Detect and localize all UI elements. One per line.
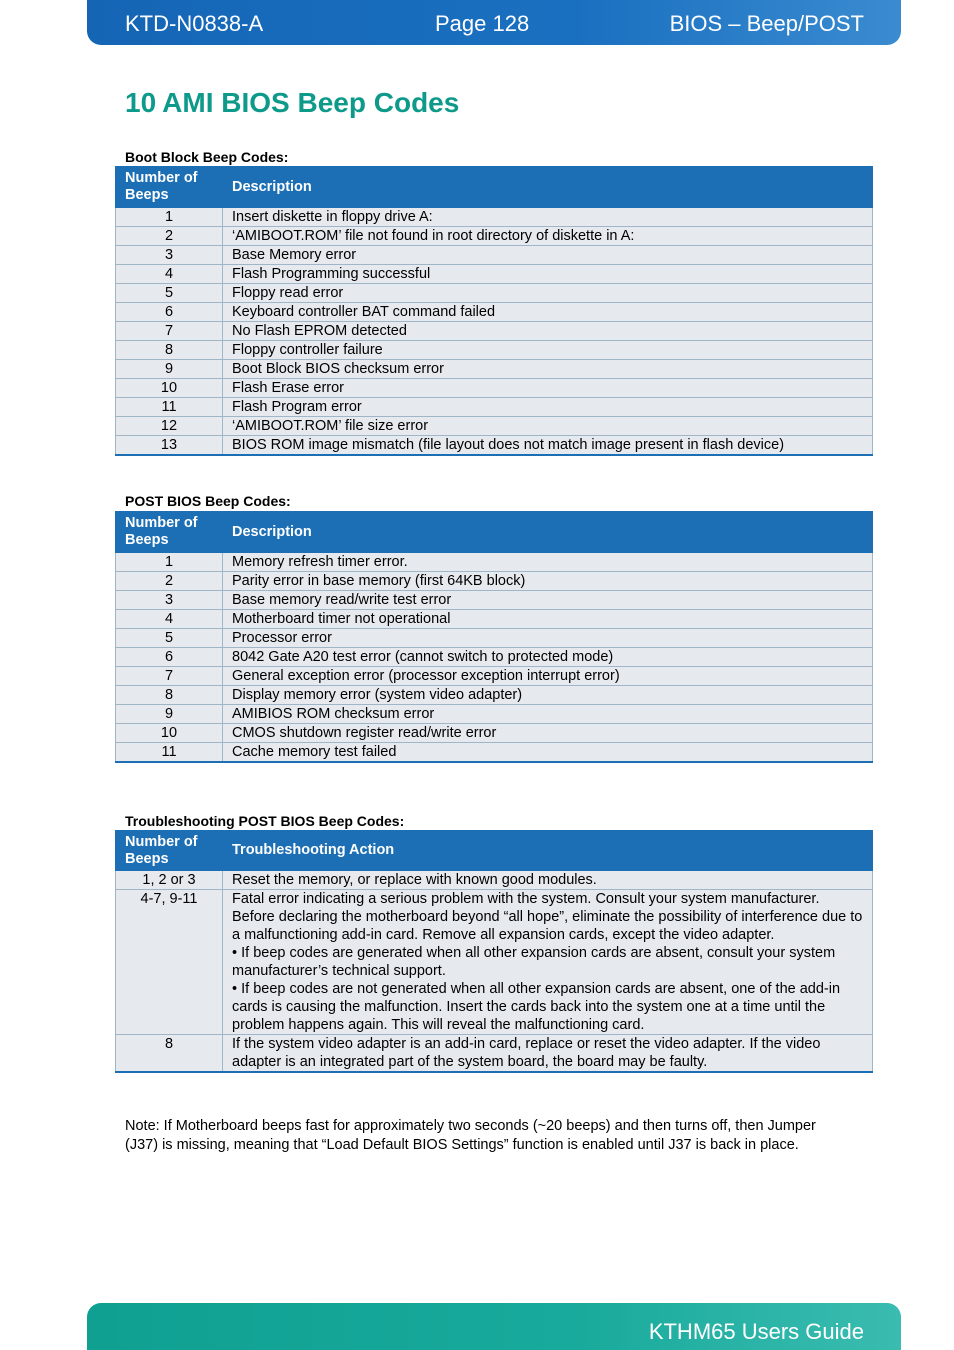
beep-description: BIOS ROM image mismatch (file layout does not match image present in flash device) [223,436,873,456]
beep-description: ‘AMIBOOT.ROM’ file size error [223,417,873,436]
table-row [116,341,873,360]
beep-count: 3 [116,246,223,265]
table-row [116,398,873,417]
beep-description: Processor error [223,629,873,648]
beep-description: Boot Block BIOS checksum error [223,360,873,379]
troubleshooting-action [223,890,873,1035]
beep-description: Display memory error (system video adapter) [223,686,873,705]
beep-count: 1 [116,553,223,572]
table-row [116,686,873,705]
beep-count: 5 [116,284,223,303]
beep-description: Base Memory error [223,246,873,265]
table-row [116,360,873,379]
boot-block-label: Boot Block Beep Codes: [125,149,289,165]
page-footer [87,1303,901,1350]
beep-count: 1 [116,208,223,227]
action-paragraph: • If beep codes are generated when all other expansion cards are absent, consult your system manufacturer’s technical support. [232,945,836,979]
beep-count: 7 [116,322,223,341]
beep-count: 8 [116,341,223,360]
beep-count: 1, 2 or 3 [116,871,223,890]
beep-description: Base memory read/write test error [223,591,873,610]
table-row [116,265,873,284]
troubleshooting-label: Troubleshooting POST BIOS Beep Codes: [125,813,405,829]
table-row [116,629,873,648]
table-row [116,667,873,686]
beep-count: 10 [116,379,223,398]
table-row [116,705,873,724]
column-header-beeps: Number of Beeps [116,512,223,553]
beep-description: Keyboard controller BAT command failed [223,303,873,322]
beep-description: ‘AMIBOOT.ROM’ file not found in root directory of diskette in A: [223,227,873,246]
beep-count: 11 [116,398,223,417]
table-row [116,591,873,610]
troubleshooting-action [223,1035,873,1073]
beep-count: 3 [116,591,223,610]
beep-description: CMOS shutdown register read/write error [223,724,873,743]
table-row [116,322,873,341]
beep-description: Floppy read error [223,284,873,303]
boot-block-beep-table [115,166,873,456]
chapter-number: 10 [125,87,157,118]
post-bios-beep-table [115,511,873,763]
table-row [116,743,873,763]
table-row [116,208,873,227]
table-row [116,227,873,246]
beep-description: Cache memory test failed [223,743,873,763]
table-row [116,871,873,890]
table-row [116,890,873,1035]
table-row [116,610,873,629]
beep-description: No Flash EPROM detected [223,322,873,341]
beep-count: 5 [116,629,223,648]
table-row [116,553,873,572]
beep-description: 8042 Gate A20 test error (cannot switch to protected mode) [223,648,873,667]
column-header-action: Troubleshooting Action [223,831,873,871]
chapter-title-text: AMI BIOS Beep Codes [162,87,460,118]
table-row [116,648,873,667]
beep-description: Memory refresh timer error. [223,553,873,572]
beep-description: General exception error (processor exception interrupt error) [223,667,873,686]
beep-count: 2 [116,572,223,591]
beep-count: 10 [116,724,223,743]
beep-description: Floppy controller failure [223,341,873,360]
beep-count: 11 [116,743,223,763]
table-row [116,572,873,591]
section-name: BIOS – Beep/POST [669,11,864,36]
beep-count: 13 [116,436,223,456]
beep-count: 4 [116,265,223,284]
beep-count: 2 [116,227,223,246]
action-paragraph: • If beep codes are not generated when all other expansion cards are absent, one of the add-in cards is causing the malfunction. Insert the cards back into the system one at a time until the problem happens again. This will reveal the malfunctioning card. [232,981,841,1033]
table-row [116,1035,873,1073]
post-bios-label: POST BIOS Beep Codes: [125,493,291,509]
page-number: Page 128 [435,11,530,36]
action-paragraph: If the system video adapter is an add-in card, replace or reset the video adapter. If the video adapter is an integrated part of the system board, the board may be faulty. [232,1036,821,1070]
beep-description: Flash Program error [223,398,873,417]
beep-description: Parity error in base memory (first 64KB block) [223,572,873,591]
beep-description: Motherboard timer not operational [223,610,873,629]
action-paragraph: Fatal error indicating a serious problem with the system. Consult your system manufacturer. Before declaring the motherboard beyond “all hope”, eliminate the possibility of interference due to a malfunctioning add-in card. Remove all expansion cards, except the video adapter. [232,891,863,943]
beep-count: 12 [116,417,223,436]
table-row [116,246,873,265]
beep-count: 7 [116,667,223,686]
page-header [87,0,901,45]
beep-description: AMIBIOS ROM checksum error [223,705,873,724]
troubleshooting-table [115,830,873,1073]
table-row [116,379,873,398]
table-row [116,436,873,456]
table-row [116,724,873,743]
beep-count: 4-7, 9-11 [116,890,223,1035]
chapter-title [125,86,459,120]
beep-count: 9 [116,360,223,379]
table-row [116,284,873,303]
beep-description: Insert diskette in floppy drive A: [223,208,873,227]
beep-description: Flash Programming successful [223,265,873,284]
column-header-beeps: Number of Beeps [116,831,223,871]
guide-name: KTHM65 Users Guide [648,1319,864,1344]
beep-count: 6 [116,648,223,667]
troubleshooting-action [223,871,873,890]
table-row [116,303,873,322]
column-header-description: Description [223,167,873,208]
action-paragraph: Reset the memory, or replace with known good modules. [232,872,597,888]
table-row [116,417,873,436]
column-header-description: Description [223,512,873,553]
beep-count: 6 [116,303,223,322]
beep-count: 4 [116,610,223,629]
beep-count: 9 [116,705,223,724]
column-header-beeps: Number of Beeps [116,167,223,208]
beep-description: Flash Erase error [223,379,873,398]
beep-count: 8 [116,686,223,705]
note-text: Note: If Motherboard beeps fast for approximately two seconds (~20 beeps) and then turns off, then Jumper (J37) is missing, meaning that “Load Default BIOS Settings” function is enabled until J37 is back in place. [125,1118,816,1153]
beep-count: 8 [116,1035,223,1073]
document-id: KTD-N0838-A [125,11,264,36]
